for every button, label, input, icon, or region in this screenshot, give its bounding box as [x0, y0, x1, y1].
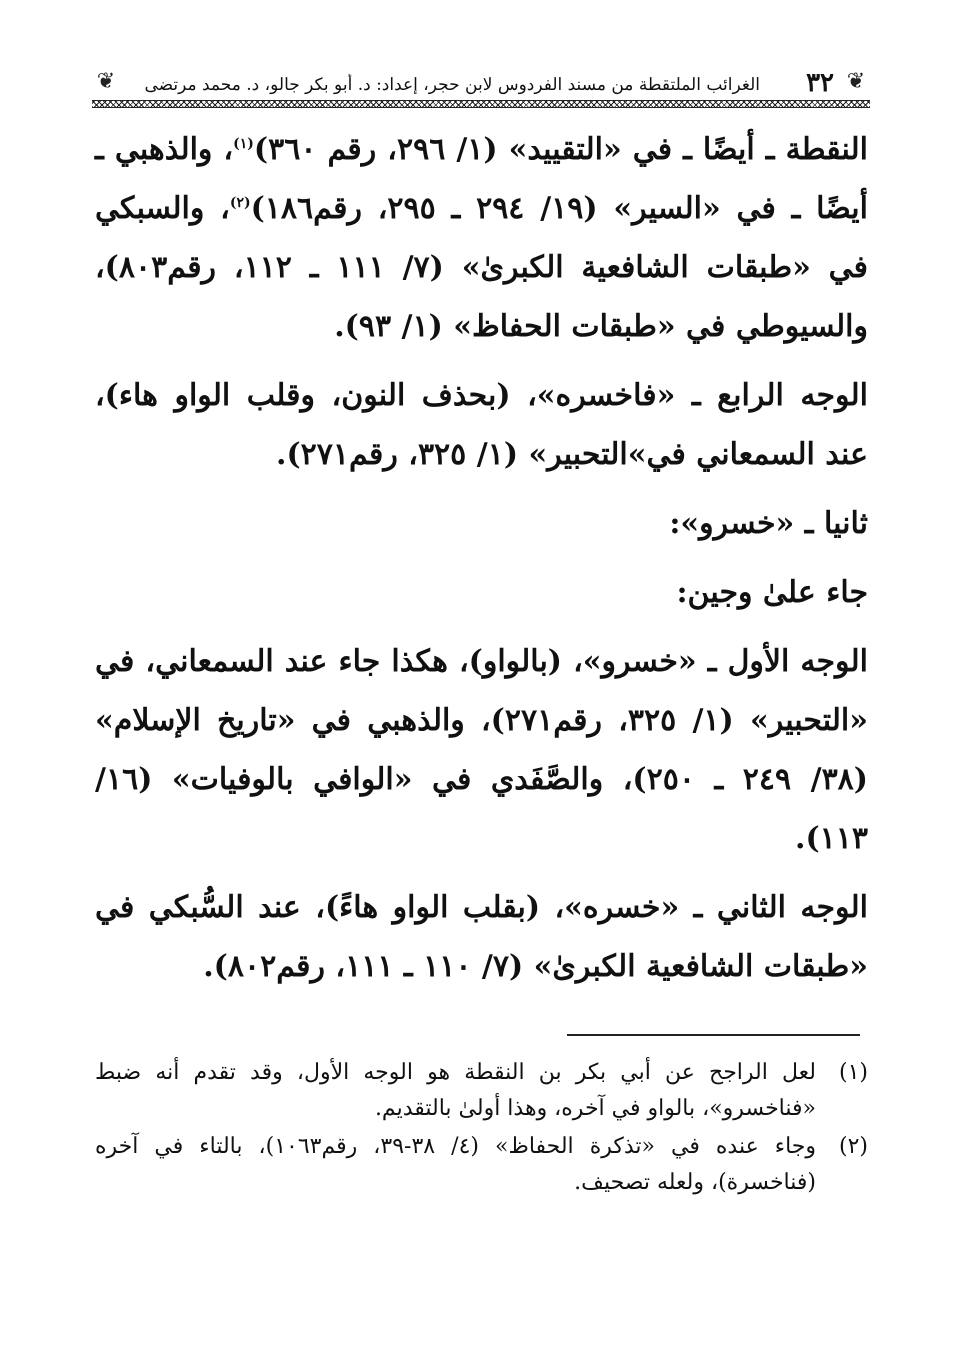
footnote [95, 1055, 868, 1127]
paragraph [95, 120, 868, 356]
section-heading: ثانيا ـ «خسرو»: [669, 506, 868, 541]
footnote-text: لعل الراجح عن أبي بكر بن النقطة هو الوجه الأول، وقد تقدم أنه ضبط «فناخسرو»، بالواو في آخره، وهذا أولىٰ بالتقديم. [95, 1060, 816, 1121]
paragraph-text: النقطة ـ أيضًا ـ في «التقييد» (١/ ٢٩٦، رقم ٣٦٠) [253, 132, 868, 167]
paragraph: الوجه الرابع ـ «فاخسره»، (بحذف النون، وقلب الواو هاء)، عند السمعاني في»التحبير» (١/ ٣٢٥، رقم٢٧١). [95, 378, 868, 472]
main-text [95, 120, 868, 996]
footnote [95, 1129, 868, 1201]
ornament-icon: ❦ [846, 69, 866, 94]
ornament-icon: ❦ [96, 69, 116, 94]
footnote-number: (١) [838, 1060, 868, 1085]
footnotes [95, 1055, 868, 1203]
page-number: ٣٢ [806, 68, 834, 98]
page-header [92, 66, 870, 102]
header-rule [92, 100, 870, 108]
paragraph-text: ، والذهبي ـ أيضًا ـ في «السير» (١٩/ ٢٩٤ ـ ٢٩٥، رقم١٨٦) [95, 132, 868, 226]
footnote-text: وجاء عنده في «تذكرة الحفاظ» (٤/ ٣٨-٣٩، رقم١٠٦٣)، بالتاء في آخره (فناخسرة)، ولعله تصحيف. [95, 1134, 817, 1195]
footnote-ref: (٢) [229, 195, 251, 211]
paragraph: الوجه الأول ـ «خسرو»، (بالواو)، هكذا جاء عند السمعاني، في «التحبير» (١/ ٣٢٥، رقم٢٧١)، والذهبي في «تاريخ الإسلام» (٣٨/ ٢٤٩ ـ ٢٥٠)، والصَّفَدي في «الوافي بالوفيات» (١٦/ ١١٣). [95, 644, 868, 856]
footnote-rule [567, 1034, 860, 1036]
footnote-number: (٢) [838, 1134, 868, 1159]
paragraph-text: ، والسبكي في «طبقات الشافعية الكبرىٰ» (٧/ ١١١ ـ ١١٢، رقم٨٠٣)، والسيوطي في «طبقات الحفاظ» (١/ ٩٣). [95, 191, 869, 344]
footnote-ref: (١) [233, 136, 254, 152]
running-title: الغرائب الملتقطة من مسند الفردوس لابن حجر، إعداد: د. أبو بكر جالو، د. محمد مرتضى [144, 75, 760, 95]
paragraph: الوجه الثاني ـ «خسره»، (بقلب الواو هاءً)، عند السُّبكي في «طبقات الشافعية الكبرىٰ» (٧/ ١١٠ ـ ١١١، رقم٨٠٢). [95, 890, 868, 984]
paragraph: جاء علىٰ وجين: [676, 575, 868, 610]
